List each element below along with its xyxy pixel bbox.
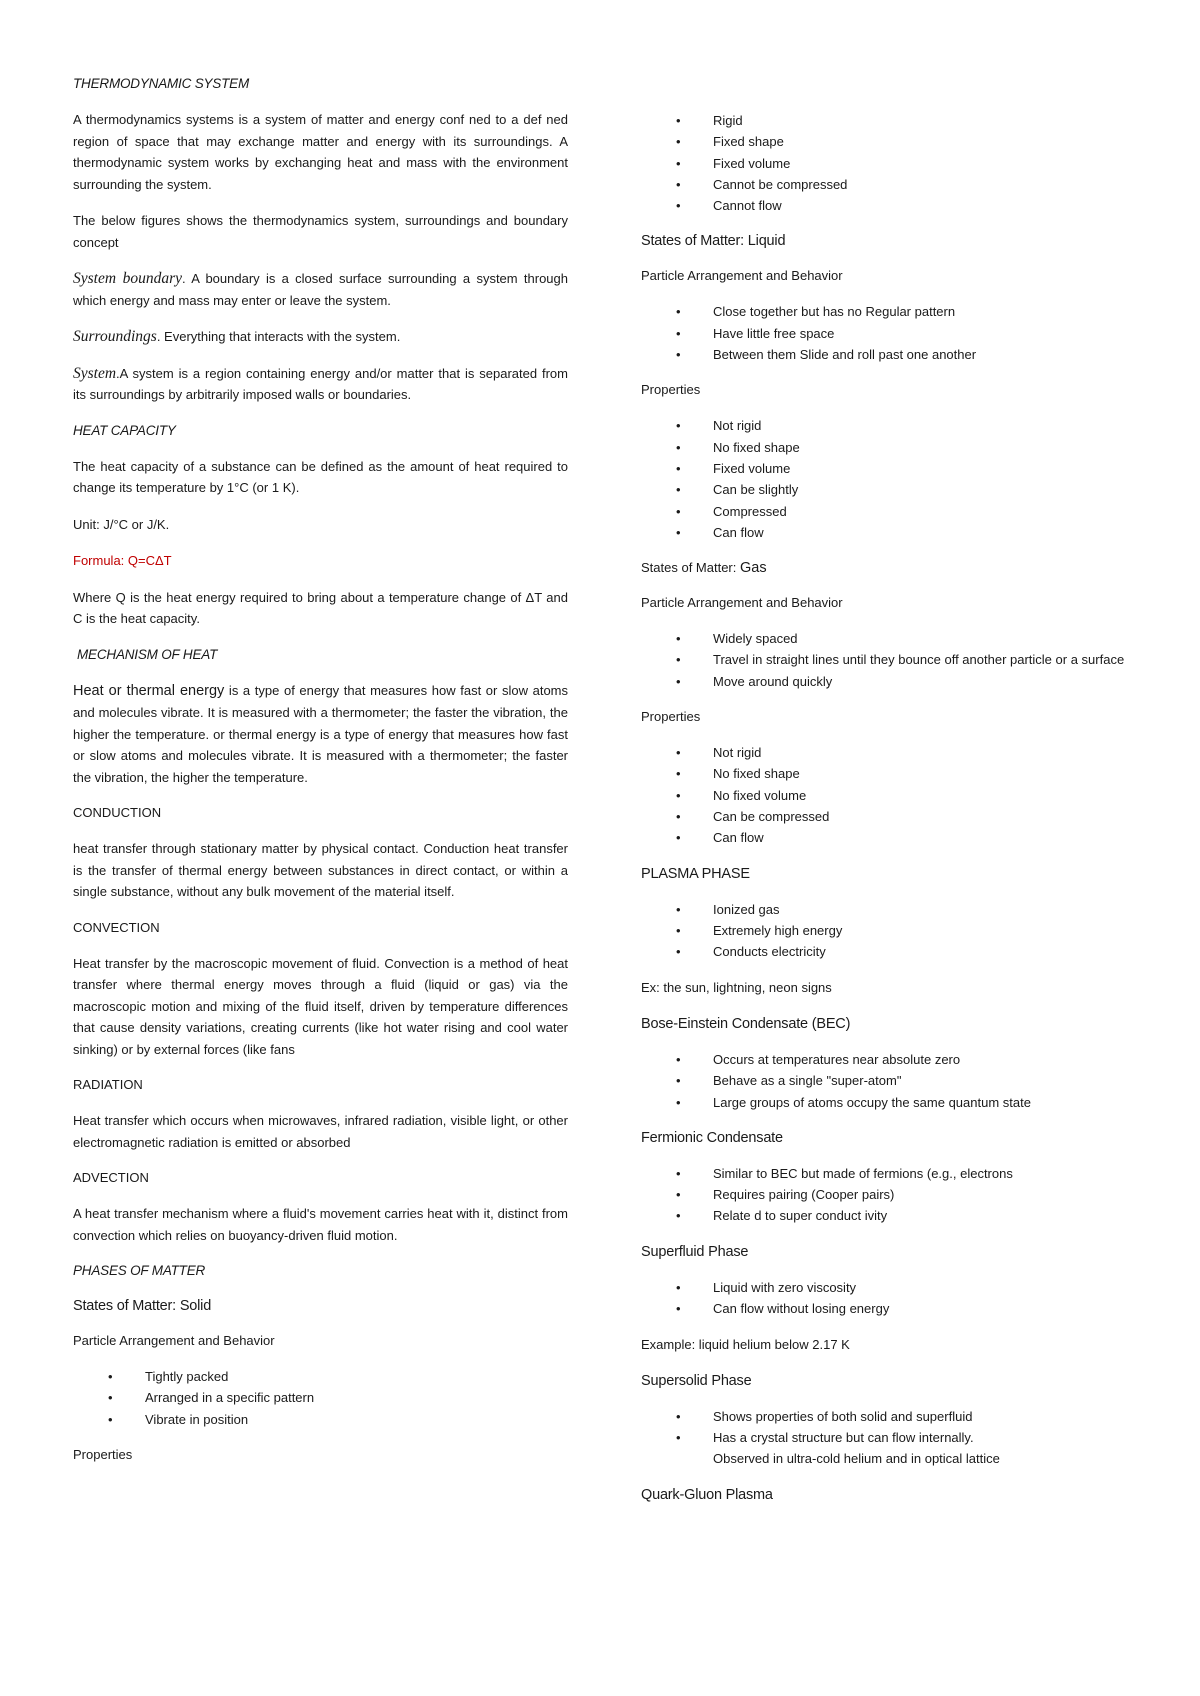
list-item <box>641 763 1141 784</box>
list-item-text: Not rigid <box>713 418 762 434</box>
bullet-icon: • <box>676 1094 681 1110</box>
bullet-icon: • <box>676 325 681 341</box>
bullet-icon: • <box>676 176 681 192</box>
list-item-text: Ionized gas <box>713 901 780 917</box>
bullet-icon: • <box>676 830 681 846</box>
list-item-text: Has a crystal structure but can flow internally. <box>713 1430 974 1446</box>
list-item <box>641 458 1141 479</box>
bullet-icon: • <box>676 347 681 363</box>
list-item-text: Cannot flow <box>713 198 782 214</box>
list-item-text: Rigid <box>713 113 743 128</box>
bullet-icon: • <box>676 1408 681 1424</box>
term-heat-energy: Heat or thermal energy <box>73 682 225 699</box>
heading-gas-word: Gas <box>740 560 767 577</box>
list-plasma <box>641 899 1141 963</box>
text-system-boundary: . A boundary is a closed surface surrounding a system through which energy and mass may enter or leave the system. <box>73 271 568 308</box>
heading-supersolid: Supersolid Phase <box>641 1372 752 1389</box>
heading-phases-of-matter: PHASES OF MATTER <box>73 1263 206 1278</box>
paragraph-formula: Formula: Q=CΔT <box>73 553 172 568</box>
heading-solid-particle: Particle Arrangement and Behavior <box>73 1333 275 1348</box>
paragraph-system-boundary <box>73 268 568 311</box>
list-item <box>641 479 1141 500</box>
list-item-text: Tightly packed <box>145 1369 229 1384</box>
paragraph-figures: The below figures shows the thermodynamics system, surroundings and boundary concept <box>73 213 568 250</box>
list-item-text: Between them Slide and roll past one another <box>713 347 977 363</box>
paragraph-advection: A heat transfer mechanism where a fluid's movement carries heat with it, distinct from convection which relies on buoyancy-driven fluid motion. <box>73 1206 568 1243</box>
list-item <box>641 671 1141 692</box>
list-item <box>641 1205 1141 1226</box>
list-bec <box>641 1049 1141 1113</box>
bullet-icon: • <box>676 503 681 519</box>
list-item <box>641 195 1141 216</box>
list-item <box>641 899 1141 920</box>
bullet-icon: • <box>676 1208 681 1224</box>
paragraph-plasma-example: Ex: the sun, lightning, neon signs <box>641 980 832 996</box>
list-item-text: Fixed volume <box>713 460 791 476</box>
heading-bec: Bose-Einstein Condensate (BEC) <box>641 1015 851 1032</box>
list-item-text: Can flow <box>713 524 764 540</box>
list-item <box>641 174 1141 195</box>
bullet-icon: • <box>676 460 681 476</box>
heading-solid-word: Solid <box>179 1298 212 1314</box>
bullet-icon: • <box>676 787 681 803</box>
list-item <box>641 1277 1141 1298</box>
list-item <box>641 785 1141 806</box>
bullet-icon: • <box>676 944 681 960</box>
bullet-icon: • <box>676 652 681 668</box>
list-superfluid <box>641 1277 1141 1320</box>
heading-liquid-particle: Particle Arrangement and Behavior <box>641 268 843 284</box>
heading-gas-properties: Properties <box>641 709 701 725</box>
list-item <box>641 415 1141 436</box>
list-item-text: Fixed shape <box>713 134 784 150</box>
list-item-text: Fixed volume <box>713 155 791 171</box>
term-system-boundary: System boundary <box>73 270 183 287</box>
list-item <box>641 806 1141 827</box>
bullet-icon: • <box>676 1165 681 1181</box>
text-heat-energy: is a type of energy that measures how fast or slow atoms and molecules vibrate. It is measured with a thermometer; the faster the vibration, the higher the temperature. or thermal energy is a type of energy that measures how fast or slow atoms and molecules vibrate. It is measured with a thermometer; the faster the vibration, the higher the temperature. <box>73 682 569 785</box>
bullet-icon: • <box>676 1051 681 1067</box>
list-item <box>641 1406 1141 1427</box>
heading-liquid-properties: Properties <box>641 382 701 398</box>
bullet-icon: • <box>676 631 681 647</box>
list-item <box>641 742 1141 763</box>
bullet-icon: • <box>676 901 681 917</box>
list-item-text: Relate d to super conduct ivity <box>713 1208 888 1224</box>
bullet-icon: • <box>676 745 681 761</box>
heading-plasma: PLASMA PHASE <box>641 865 750 882</box>
list-item-text: Observed in ultra-cold helium and in optical lattice <box>713 1451 1000 1467</box>
bullet-icon: • <box>108 1411 113 1427</box>
paragraph-superfluid-example: Example: liquid helium below 2.17 K <box>641 1337 850 1353</box>
text-system: .A system is a region containing energy and/or matter that is separated from its surroundings by arbitrarily imposed walls or boundaries. <box>73 365 568 402</box>
bullet-icon: • <box>676 113 681 128</box>
heading-advection: ADVECTION <box>73 1170 149 1185</box>
paragraph-thermodynamic-definition: A thermodynamics systems is a system of matter and energy conf ned to a def ned region of space that may exchange matter and energy with its surroundings. A thermodynamic system works by exchanging heat and mass with the environment surrounding the system. <box>73 112 568 192</box>
list-item <box>73 1387 568 1408</box>
paragraph-unit: Unit: J/°C or J/K. <box>73 516 170 532</box>
list-item <box>641 827 1141 848</box>
list-item-text: Close together but has no Regular pattern <box>713 304 956 320</box>
list-liquid-particle <box>641 301 1141 365</box>
heading-quark-gluon-plasma: Quark-Gluon Plasma <box>641 1486 773 1503</box>
list-item <box>641 1298 1141 1319</box>
list-item <box>641 437 1141 458</box>
paragraph-convection: Heat transfer by the macroscopic movement of fluid. Convection is a method of heat transfer where thermal energy moves through a fluid (liquid or gas) via the macroscopic motion and mixing of the fluid itself, driven by temperature differences that cause density variations, creating currents (like hot water rising and cool water sinking) or by external forces (like fans <box>73 955 568 1057</box>
list-fermionic <box>641 1163 1141 1227</box>
list-item <box>73 1409 568 1430</box>
list-item-text: Can be slightly <box>713 482 799 498</box>
list-item-text: Move around quickly <box>713 673 833 689</box>
bullet-icon: • <box>676 155 681 171</box>
heading-heat-capacity: HEAT CAPACITY <box>73 422 176 438</box>
bullet-icon: • <box>676 524 681 540</box>
paragraph-surroundings <box>73 326 568 348</box>
right-column <box>641 110 1141 1520</box>
list-item-text: Behave as a single "super-atom" <box>713 1073 902 1089</box>
paragraph-system <box>73 363 568 406</box>
list-item-text: Similar to BEC but made of fermions (e.g., electrons <box>713 1165 1013 1181</box>
bullet-icon: • <box>676 766 681 782</box>
bullet-icon: • <box>676 1279 681 1295</box>
list-item <box>641 131 1141 152</box>
list-item-text: No fixed volume <box>713 787 807 803</box>
bullet-icon: • <box>676 808 681 824</box>
list-item <box>641 301 1141 322</box>
list-item-text: No fixed shape <box>713 439 800 455</box>
heading-fermionic: Fermionic Condensate <box>641 1129 783 1146</box>
list-item <box>641 110 1141 131</box>
heading-solid-properties: Properties <box>73 1446 133 1462</box>
list-gas-properties <box>641 742 1141 848</box>
heading-liquid: States of Matter: Liquid <box>641 233 786 250</box>
text-surroundings: . Everything that interacts with the system. <box>156 329 401 344</box>
list-item <box>641 1070 1141 1091</box>
heading-gas-prefix: States of Matter: <box>641 560 740 576</box>
list-item-text: No fixed shape <box>713 766 800 782</box>
heading-convection: CONVECTION <box>73 919 160 935</box>
heading-solid-prefix: States of Matter: <box>73 1298 180 1314</box>
bullet-icon: • <box>676 1073 681 1089</box>
heading-thermodynamic-system: THERMODYNAMIC SYSTEM <box>73 76 250 91</box>
bullet-icon: • <box>676 439 681 455</box>
list-item <box>641 1049 1141 1070</box>
list-item <box>641 323 1141 344</box>
term-surroundings: Surroundings <box>73 328 157 345</box>
list-item <box>641 941 1141 962</box>
list-item <box>641 649 1141 670</box>
bullet-icon: • <box>676 198 681 214</box>
heading-gas <box>641 558 1141 578</box>
heading-gas-particle: Particle Arrangement and Behavior <box>641 595 843 611</box>
list-item-text: Travel in straight lines until they bounce off another particle or a surface <box>713 652 1125 668</box>
list-item-text: Widely spaced <box>713 631 798 647</box>
list-item-text: Cannot be compressed <box>713 176 848 192</box>
paragraph-conduction: heat transfer through stationary matter by physical contact. Conduction heat transfer is the transfer of thermal energy between substances in direct contact, or within a single substance, without any bulk movement of the material itself. <box>73 841 568 899</box>
list-gas-particle <box>641 628 1141 692</box>
list-item <box>641 153 1141 174</box>
list-item-text: Conducts electricity <box>713 944 826 960</box>
list-solid-properties <box>641 110 1141 216</box>
list-item-text: Shows properties of both solid and superfluid <box>713 1408 973 1424</box>
list-item-text: Compressed <box>713 503 787 519</box>
list-item-text: Requires pairing (Cooper pairs) <box>713 1187 895 1203</box>
list-supersolid <box>641 1406 1141 1470</box>
heading-solid <box>73 1296 568 1316</box>
bullet-icon: • <box>676 134 681 150</box>
bullet-icon: • <box>676 1430 681 1446</box>
list-item-text: Liquid with zero viscosity <box>713 1279 857 1295</box>
bullet-icon: • <box>108 1390 113 1406</box>
bullet-icon: • <box>676 418 681 434</box>
list-item <box>641 1448 1141 1469</box>
bullet-icon: • <box>676 922 681 938</box>
bullet-icon: • <box>676 1301 681 1316</box>
bullet-icon: • <box>676 1187 681 1203</box>
paragraph-where: Where Q is the heat energy required to bring about a temperature change of ΔT and C is the heat capacity. <box>73 589 568 626</box>
bullet-icon: • <box>108 1369 113 1384</box>
list-item-text: Extremely high energy <box>713 922 843 938</box>
list-item-text: Not rigid <box>713 745 762 761</box>
list-liquid-properties <box>641 415 1141 543</box>
left-column <box>73 74 568 1480</box>
list-item <box>641 1163 1141 1184</box>
bullet-icon: • <box>676 482 681 498</box>
list-item <box>73 1366 568 1387</box>
heading-superfluid: Superfluid Phase <box>641 1243 749 1260</box>
heading-mechanism-of-heat: MECHANISM OF HEAT <box>77 646 218 662</box>
list-item-text: Occurs at temperatures near absolute zero <box>713 1051 961 1067</box>
list-item <box>641 1184 1141 1205</box>
list-item <box>641 501 1141 522</box>
term-system: System <box>73 364 117 382</box>
heading-conduction: CONDUCTION <box>73 805 162 820</box>
list-item <box>641 522 1141 543</box>
paragraph-radiation: Heat transfer which occurs when microwaves, infrared radiation, visible light, or other electromagnetic radiation is emitted or absorbed <box>73 1113 568 1150</box>
list-item <box>641 1427 1141 1448</box>
list-item <box>641 628 1141 649</box>
bullet-icon: • <box>676 673 681 689</box>
list-solid-particle <box>73 1366 568 1430</box>
list-item <box>641 920 1141 941</box>
list-item-text: Arranged in a specific pattern <box>145 1390 315 1406</box>
paragraph-heat-energy <box>73 680 568 789</box>
bullet-icon: • <box>676 304 681 320</box>
list-item-text: Large groups of atoms occupy the same quantum state <box>713 1094 1031 1110</box>
list-item-text: Can flow without losing energy <box>713 1301 890 1316</box>
list-item <box>641 1092 1141 1113</box>
list-item <box>641 344 1141 365</box>
paragraph-heat-capacity: The heat capacity of a substance can be defined as the amount of heat required to change its temperature by 1°C (or 1 K). <box>73 458 568 495</box>
list-item-text: Can flow <box>713 830 764 846</box>
heading-radiation: RADIATION <box>73 1077 143 1092</box>
list-item-text: Vibrate in position <box>145 1411 249 1427</box>
list-item-text: Can be compressed <box>713 808 830 824</box>
list-item-text: Have little free space <box>713 325 835 341</box>
